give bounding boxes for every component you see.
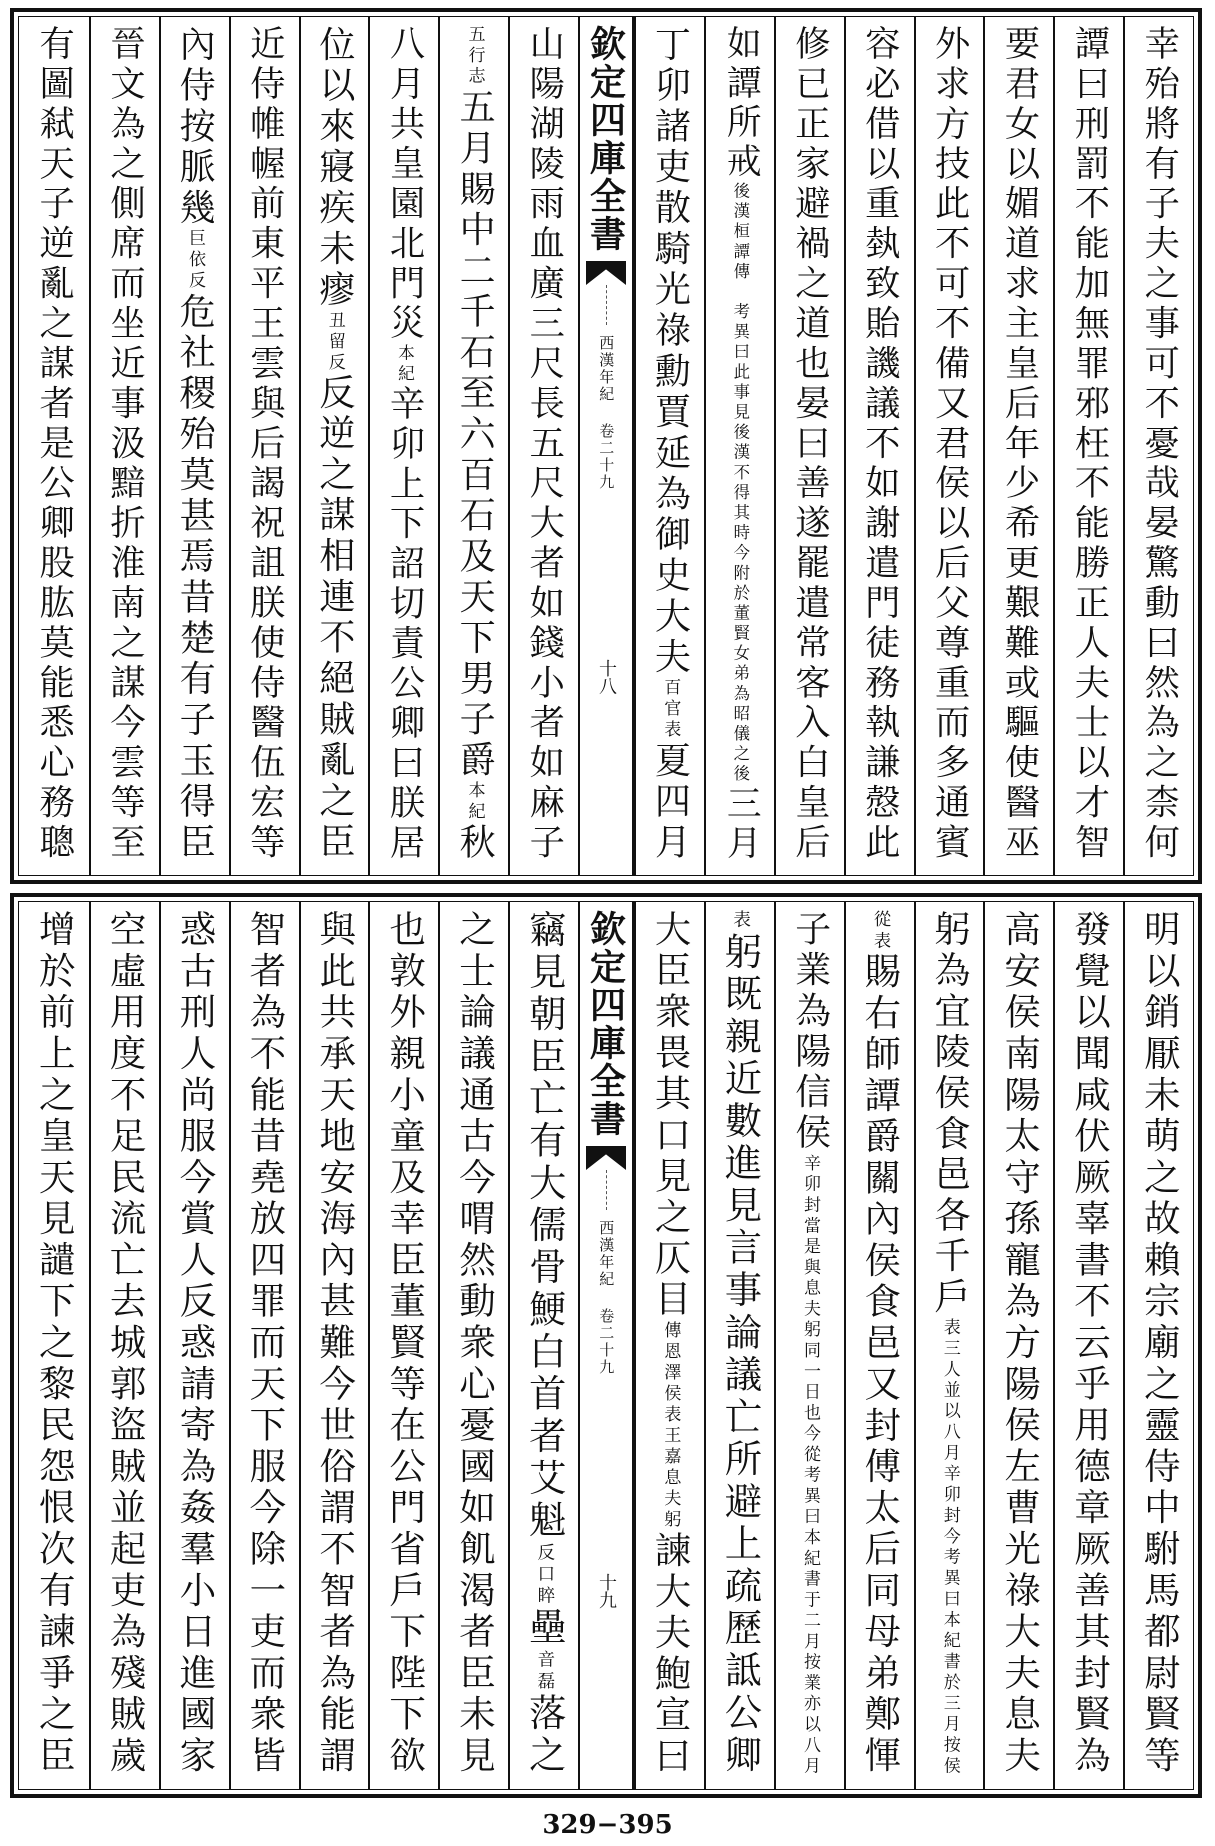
center-fold (578, 17, 634, 875)
annotation-note: 五行志 (464, 25, 485, 88)
catalog-number: 329−395 (542, 1810, 673, 1840)
main-text: 之士論議通古今喟然動衆心憂國如飢渴者臣未見 (453, 910, 497, 1778)
book-title: 欽定四庫全書 (584, 910, 627, 1138)
bottom-page-frame (18, 901, 1194, 1790)
main-text: 空虛用度不足民流亡去城郭盜賊並起吏為殘賊歲 (104, 910, 148, 1778)
main-text: 有圖弒天子逆亂之謀者是公卿股肱莫能悉心務聰 (33, 25, 75, 864)
fold-line (606, 1170, 607, 1210)
text-column (438, 902, 508, 1789)
main-text: 夏四月 (648, 740, 691, 864)
main-text: 反逆之謀相連不絕賊亂之臣 (313, 373, 356, 864)
text-column (704, 902, 774, 1789)
text-column (299, 17, 369, 875)
text-column (983, 17, 1053, 875)
annotation-note: 表三人並以八月辛卯封今考異曰本紀書於三月按侯 (939, 1318, 960, 1778)
text-column (19, 17, 89, 875)
text-column (634, 902, 704, 1789)
text-column (1053, 902, 1123, 1789)
main-text: 增於前上之皇天見譴下之黎民怨恨次有諫爭之臣 (33, 910, 77, 1778)
text-column (1123, 17, 1193, 875)
main-text: 高安侯南陽太守孫寵為方陽侯左曹光祿大夫息夫 (998, 910, 1042, 1778)
main-text: 智者為不能昔堯放四罪而天下服今除一吏而衆皆 (243, 910, 287, 1778)
main-text: 躬既親近數進見言事論議亡所避上疏歷詆公卿 (718, 931, 763, 1777)
main-text: 躬為宜陵侯食邑各千戶 (928, 910, 971, 1319)
top-page-frame (18, 16, 1194, 876)
top-page (10, 8, 1202, 884)
main-text: 如譚所戒 (720, 25, 761, 183)
text-column (844, 17, 914, 875)
annotation-note: 百官表 (660, 678, 681, 741)
main-text: 八月共皇園北門災 (383, 25, 425, 345)
center-fold (578, 902, 634, 1789)
fishtail-mark-icon (586, 261, 626, 285)
text-column (438, 17, 508, 875)
main-text: 丁卯諸吏散騎光祿勳賈延為御史大夫 (648, 25, 691, 679)
text-column (159, 17, 229, 875)
text-column (229, 17, 299, 875)
main-text: 外求方技此不可不備又君侯以后父尊重而多通賓 (929, 25, 971, 864)
main-text: 明以銷厭未萌之故賴宗廟之靈侍中駙馬都尉賢等 (1138, 910, 1182, 1778)
folio-number: 十九 (596, 1573, 617, 1609)
book-title: 欽定四庫全書 (584, 25, 627, 253)
main-text: 三月 (720, 784, 761, 864)
folio-number: 十八 (596, 659, 617, 695)
text-column (983, 902, 1053, 1789)
main-text: 幸殆將有子夫之事可不憂哉晏驚動曰然為之柰何 (1138, 25, 1180, 864)
annotation-note: 巨依反 (185, 229, 206, 292)
annotation-note: 本紀 (464, 780, 485, 823)
main-text: 大臣衆畏其口見之仄目 (649, 910, 693, 1321)
main-text: 與此共承天地安海內甚難今世俗謂不智者為能謂 (313, 910, 357, 1778)
text-column (299, 902, 369, 1789)
annotation-note: 音磊 (534, 1649, 555, 1693)
main-text: 譚曰刑罰不能加無罪邪枉不能勝正人夫士以才智 (1068, 25, 1110, 864)
annotation-note: 辛卯封當是與息夫躬同一日也今從考異曰本紀書于二月按業亦以八月 (800, 1153, 821, 1778)
main-text: 壘 (522, 1607, 567, 1650)
volume-label: 西漢年紀 卷二十九 (597, 335, 616, 491)
annotation-note: 表 (730, 910, 751, 932)
text-column (89, 902, 159, 1789)
main-text: 惑古刑人尚服今賞人反惑請寄為姦羣小日進國家 (173, 910, 217, 1778)
main-text: 秋 (454, 822, 496, 864)
main-text: 近侍帷幄前東平王雲與后謁祝詛朕使侍醫伍宏等 (244, 25, 286, 864)
main-text: 內侍按脈幾 (173, 25, 216, 230)
text-column (19, 902, 89, 1789)
text-column (229, 902, 299, 1789)
main-text: 五月賜中二千石至六百石及天下男子爵 (454, 87, 496, 781)
text-column (704, 17, 774, 875)
main-text: 發覺以聞咸伏厥辜書不云乎用德章厥善其封賢為 (1068, 910, 1112, 1778)
main-text: 位以來寢疾未瘳 (313, 25, 356, 311)
text-column (508, 902, 578, 1789)
annotation-note: 反口睟 (534, 1542, 555, 1608)
annotation-note: 傳恩澤侯表王嘉息夫躬 (660, 1320, 681, 1531)
text-column (1053, 17, 1123, 875)
volume-label: 西漢年紀 卷二十九 (597, 1220, 616, 1376)
text-column (368, 17, 438, 875)
main-text: 賜右師譚爵關內侯食邑又封傅太后同母弟鄭惲 (858, 952, 902, 1778)
main-text: 子業為陽信侯 (789, 910, 831, 1154)
text-column (1123, 902, 1193, 1789)
text-column (89, 17, 159, 875)
text-column (368, 902, 438, 1789)
text-column (844, 902, 914, 1789)
annotation-note: 後漢桓譚傳 考異曰此事見後漢不得其時今附於董賢女弟為昭儀之後 (730, 182, 750, 785)
main-text: 也敦外親小童及幸臣董賢等在公門省戶下陛下欲 (383, 910, 427, 1778)
annotation-note: 從表 (870, 910, 891, 953)
text-column (914, 902, 984, 1789)
main-text: 危社稷殆莫甚焉昔楚有子玉得臣 (173, 291, 216, 864)
text-column (508, 17, 578, 875)
text-column (774, 902, 844, 1789)
main-text: 竊見朝臣亡有大儒骨鯁白首者艾魁 (522, 910, 567, 1543)
text-column (634, 17, 704, 875)
main-text: 晉文為之側席而坐近事汲黯折淮南之謀今雲等至 (104, 25, 146, 864)
bottom-page (10, 893, 1202, 1798)
main-text: 辛卯上下詔切責公卿曰朕居 (383, 384, 425, 864)
text-column (914, 17, 984, 875)
annotation-note: 丑留反 (324, 310, 345, 374)
main-text: 落之 (522, 1692, 567, 1778)
main-text: 容必借以重埶致貽譏議不如謝遣門徒務執謙慤此 (859, 25, 901, 864)
fishtail-mark-icon (586, 1146, 626, 1170)
main-text: 要君女以媚道求主皇后年少希更艱難或驅使醫巫 (998, 25, 1040, 864)
text-column (774, 17, 844, 875)
text-column (159, 902, 229, 1789)
fold-line (606, 285, 607, 325)
annotation-note: 本紀 (395, 344, 415, 385)
main-text: 山陽湖陵雨血廣三尺長五尺大者如錢小者如麻子 (523, 25, 565, 864)
main-text: 諫大夫鮑宣曰 (649, 1530, 693, 1778)
main-text: 修已正家避禍之道也晏曰善遂罷遣常客入白皇后 (789, 25, 831, 864)
